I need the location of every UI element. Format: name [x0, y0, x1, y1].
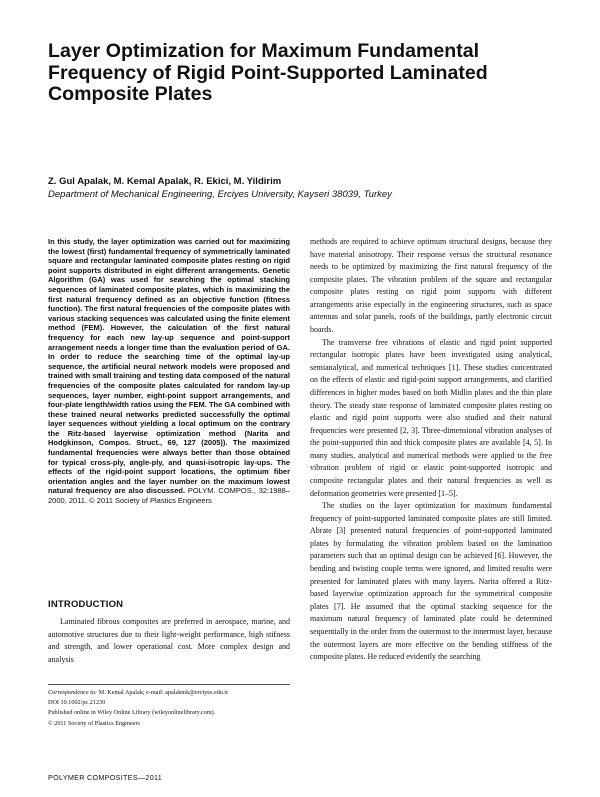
introduction-paragraph: Laminated fibrous composites are preferred in aerospace, marine, and automotive structures due to their light-weight performance, high stifness and strength, and lower operational cost. More complex design and analysis: [48, 617, 290, 664]
footnote-copyright: © 2011 Society of Plastics Engineers: [48, 719, 140, 727]
footnote-published: Published online in Wiley Online Library (wileyonlinelibrary.com).: [48, 709, 216, 717]
author-list: Z. Gul Apalak, M. Kemal Apalak, R. Ekici, M. Yildirim: [48, 176, 282, 187]
abstract: [48, 237, 290, 506]
footnote-doi: DOI 10.1002/pc.21230: [48, 699, 106, 707]
author-affiliation: Department of Mechanical Engineering, Erciyes University, Kayseri 38039, Turkey: [48, 189, 392, 200]
section-heading-introduction: INTRODUCTION: [48, 599, 124, 610]
body-paragraph: methods are required to achieve optimum structural designs, because they have material anisotropy. Their response versus the structural resonance needs to be optimized by maximizing the first natural frequency of the composite plates. The vibration problem of the square and rectangular composite plates resting on rigid point supports with different arrangements arise especially in the engineering structures, such as space antennas and solar panels, roofs of the buildings, partly electronic circuit boards.: [310, 237, 552, 335]
abstract-text: In this study, the layer optimization was carried out for maximizing the lowest (first) fundamental frequency of symmetrically laminated square and rectangular laminated composite plates resting on rigid point supports distributed in eight different arrangements. Genetic Algorithm (GA) was used for searching the optimal stacking sequences of laminated composite plates, which is maximizing the first natural frequency defined as an objective function (fitness function). The first natural frequencies of the composite plates with various stacking sequences was calculated using the finite element method (FEM). However, the calculation of the first natural frequency for each new lay-up sequence and point-support arrangement needs a longer time than the evaluation period of GA. In order to reduce the searching time of the optimal lay-up sequence, the artificial neural network models were proposed and trained with small training and testing data composed of the natural frequencies of the composite plates calculated for random lay-up sequences, layer number, eight-point support arrangements, and four-plate length/width ratios using the FEM. The GA combined with these trained neural networks predicted successfully the optimal layer sequences without yielding a local optimum on the contrary the Ritz-based layerwise optimization method (Narita and Hodgkinson, Compos. Struct., 69, 127 (2005)). The maximized fundamental frequencies were always better than those obtained for typical cross-ply, angle-ply, and quasi-isotropic lay-ups. The effects of the rigid-point support locations, the optimum fiber orientation angles and the layer number on the maximum lowest natural frequency are also discussed.: [48, 237, 290, 496]
page-footer: POLYMER COMPOSITES—2011: [48, 773, 163, 782]
footnote-divider: [48, 684, 290, 685]
footnote-correspondence: [48, 688, 298, 698]
correspondence-text: M. Kemal Apalak; e-mail: apalakmk@erciyes.edu.tr: [98, 689, 229, 696]
body-paragraph: The transverse free vibrations of elastic and rigid point supported rectangular isotropic plates have been investigated using analytical, semianalytical, and numerical techniques [1]. These studies concentrated on the effects of elastic and rigid-point support arrangements, and clarified differences in higher modes based on both Midlin plates and the thin plate theory. The steady state response of laminated composite plates resting on elastic and rigid point supports were also studied and their natural frequencies were presented [2, 3]. Three-dimensional vibration analyses of the point-supported thin and thick composite plates are available [4, 5]. In many studies, analytical and numerical methods were applied to the free vibration problem of rigid or elastic point-supported isotropic and composite rectangular plates and their natural frequencies as well as deformation geometries were presented [1–5].: [310, 337, 552, 498]
abstract-citation: POLYM. COMPOS., 32:1988–2000, 2011.: [48, 486, 290, 506]
correspondence-label: Correspondence to:: [48, 689, 98, 696]
abstract-copyright: © 2011 Society of Plastics Engineers: [89, 496, 212, 506]
right-column: [310, 236, 552, 664]
paper-title: Layer Optimization for Maximum Fundamental Frequency of Rigid Point-Supported Laminated Composite Plates: [48, 40, 488, 105]
footnotes: [48, 688, 298, 729]
body-paragraph: The studies on the layer optimization for maximum fundamental frequency of point-supported laminated composite plates are still limited. Abrate [3] presented natural frequencies of point-supported laminated plates by formulating the vibration problem based on the lamination parameters such that an optimal design can be achieved [6]. However, the bending and twisting couple terms were ignored, and limited results were presented for laminated plates with many layers. Narita offered a Ritz-based layerwise optimization approach for the symmetrical composite plates [7]. He assumed that the optimal stacking sequence for the maximum natural frequency of laminated plate could be determined sequentially in the order from the outermost to the innermost layer, because the outermost layers are more effective on the bending stiffness of the composite plates. He reduced evidently the searching: [310, 501, 552, 662]
